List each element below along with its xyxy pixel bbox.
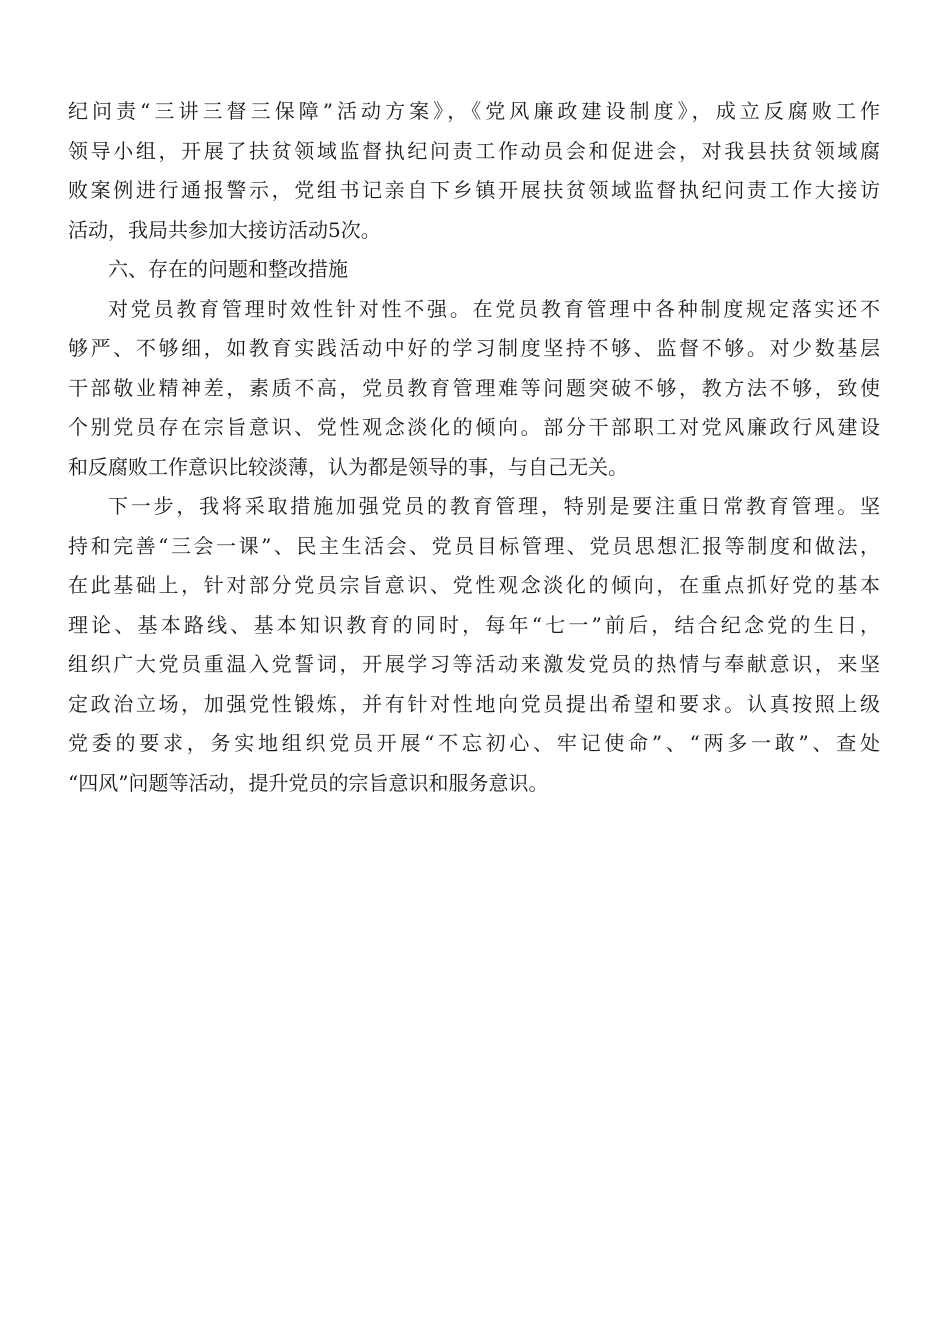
paragraph-line: 持和完善“三会一课”、民主生活会、党员目标管理、党员思想汇报等制度和做法， [68, 533, 880, 558]
paragraph-line: 领导小组，开展了扶贫领域监督执纪问责工作动员会和促进会，对我县扶贫领域腐 [68, 138, 880, 163]
paragraph-1 [68, 92, 880, 250]
paragraph-line: 够严、不够细，如教育实践活动中好的学习制度坚持不够、监督不够。对少数基层 [68, 336, 880, 360]
paragraph-line: 在此基础上，针对部分党员宗旨意识、党性观念淡化的倾向，在重点抓好党的基本 [68, 573, 880, 597]
paragraph-line: 和反腐败工作意识比较淡薄，认为都是领导的事，与自己无关。 [68, 454, 628, 479]
paragraph-line: 干部敬业精神差，素质不高，党员教育管理难等问题突破不够，教方法不够，致使 [68, 375, 880, 400]
paragraph-line: 党委的要求，务实地组织党员开展“不忘初心、牢记使命”、“两多一敢”、查处 [68, 731, 880, 755]
paragraph-3 [68, 487, 880, 803]
paragraph-line: 纪问责“三讲三督三保障”活动方案》，《党风廉政建设制度》，成立反腐败工作 [68, 99, 880, 123]
paragraph-2 [68, 290, 880, 488]
paragraph-line: 组织广大党员重温入党誓词，开展学习等活动来激发党员的热情与奉献意识，来坚 [68, 652, 880, 676]
paragraph-line: 活动，我局共参加大接访活动5次。 [68, 217, 381, 242]
paragraph-line: “四风”问题等活动，提升党员的宗旨意识和服务意识。 [68, 770, 549, 795]
paragraph-line: 定政治立场，加强党性锻炼，并有针对性地向党员提出希望和要求。认真按照上级 [68, 691, 880, 716]
document-body [68, 92, 880, 803]
paragraph-line: 败案例进行通报警示，党组书记亲自下乡镇开展扶贫领域监督执纪问责工作大接访 [68, 178, 880, 202]
paragraph-line: 下一步，我将采取措施加强党员的教育管理，特别是要注重日常教育管理。坚 [108, 494, 880, 518]
section-heading: 六、存在的问题和整改措施 [108, 257, 348, 281]
paragraph-line: 理论、基本路线、基本知识教育的同时，每年“七一”前后，结合纪念党的生日， [68, 612, 880, 637]
paragraph-line: 个别党员存在宗旨意识、党性观念淡化的倾向。部分干部职工对党风廉政行风建设 [68, 415, 880, 439]
paragraph-line: 对党员教育管理时效性针对性不强。在党员教育管理中各种制度规定落实还不 [108, 296, 880, 321]
